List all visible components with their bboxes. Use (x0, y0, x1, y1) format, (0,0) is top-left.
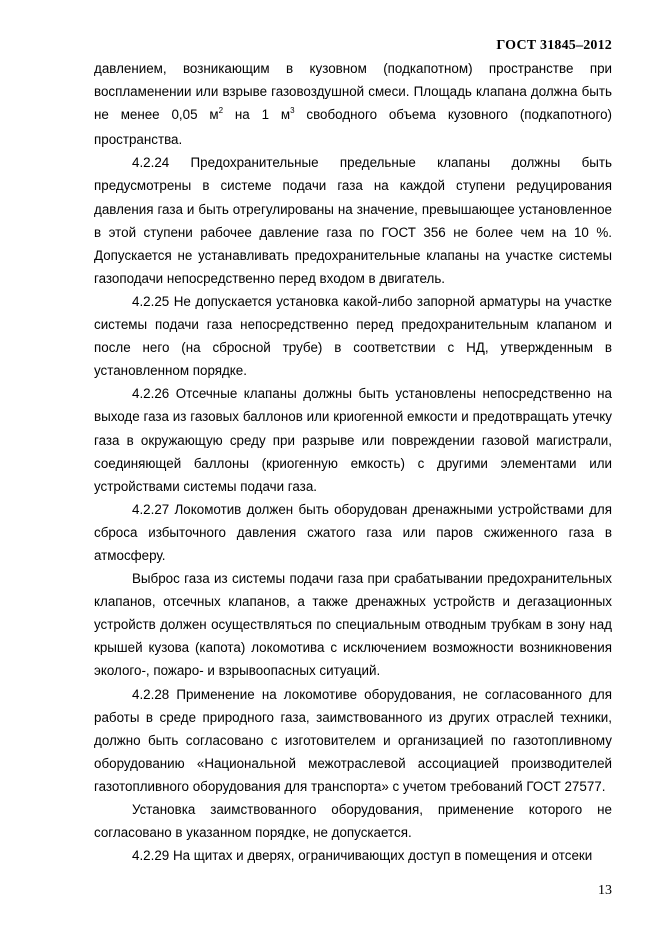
page-number: 13 (598, 883, 612, 898)
paragraph-text: свободного объема кузовного (подкапотного) пространства. (94, 107, 612, 148)
paragraph-4-2-25: 4.2.25 Не допускается установка какой-либо запорной арматуры на участке системы подачи газа непосредственно перед предохранительным клапаном и после него (на сбросной трубе) в соответствии с НД, утвержденным в установленном порядке. (94, 293, 612, 379)
paragraph-text: на 1 м (223, 107, 291, 123)
superscript-3: 3 (290, 106, 295, 116)
superscript-2: 2 (218, 106, 224, 116)
paragraph-continuation (94, 57, 612, 151)
paragraph-text: давлением, возникающим в кузовном (подкапотном) пространстве при воспламенении или взрыве газовоздушной смеси. Площадь клапана должна быть не менее 0,05 м (94, 61, 612, 123)
paragraph-4-2-28: 4.2.28 Применение на локомотиве оборудования, не согласованного для работы в среде природного газа, заимствованного из других отраслей техники, должно быть согласовано с изготовителем и организацией по газотопливному оборудованию «Национальной межотраслевой ассоциацией производителей газотопливного оборудования для транспорта» с учетом требований ГОСТ 27577. (94, 686, 612, 794)
paragraph-4-2-29: 4.2.29 На щитах и дверях, ограничивающих доступ в помещения и отсеки (132, 848, 593, 864)
document-body (94, 57, 612, 867)
paragraph-4-2-24: 4.2.24 Предохранительные предельные клапаны должны быть предусмотрены в системе подачи газа на каждой ступени редуцирования давления газа и быть отрегулированы на значение, превышающее установленное в этой ступени рабочее давление газа по ГОСТ 356 не более чем на 10 %. Допускается не устанавливать предохранительные клапаны на участке системы газоподачи непосредственно перед входом в двигатель. (94, 155, 612, 286)
paragraph-4-2-26: 4.2.26 Отсечные клапаны должны быть установлены непосредственно на выходе газа из газовых баллонов или криогенной емкости и предотвращать утечку газа в окружающую среду при разрыве или повреждении газовой магистрали, соединяющей баллоны (криогенную емкость) с другими элементами или устройствами системы подачи газа. (94, 386, 612, 494)
paragraph-borrowed-equipment: Установка заимствованного оборудования, применение которого не согласовано в указанном порядке, не допускается. (94, 802, 612, 841)
paragraph-gas-release: Выброс газа из системы подачи газа при срабатывании предохранительных клапанов, отсечных клапанов, а также дренажных устройств и дегазационных устройств должен осуществляться по специальным отводным трубкам в зону над крышей кузова (капота) локомотива с исключением возможности возникновения эколого-, пожаро- и взрывоопасных ситуаций. (94, 571, 612, 679)
document-header: ГОСТ 31845–2012 (496, 38, 612, 53)
paragraph-4-2-27: 4.2.27 Локомотив должен быть оборудован дренажными устройствами для сброса избыточного давления сжатого газа или паров сжиженного газа в атмосферу. (94, 501, 612, 563)
